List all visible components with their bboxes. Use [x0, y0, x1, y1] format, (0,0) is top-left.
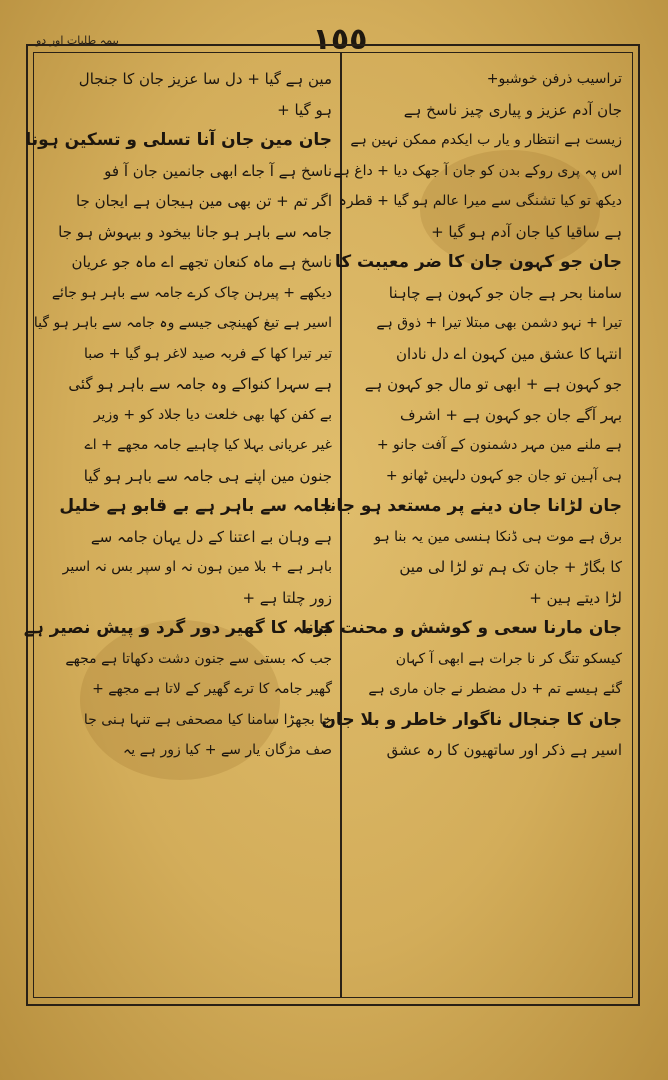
text-line: ہو گیا + — [277, 100, 332, 119]
text-line: باہر ہے + بلا مین ہون نہ او سپر بس نہ اسیر — [62, 559, 332, 575]
text-line: گئے ہیسے تم + دل مضطر نے جان ماری ہے — [368, 681, 622, 697]
text-line: انتہا کا عشق مین کہون اے دل نادان — [396, 344, 622, 363]
text-line: زیست ہے انتظار و یار ب ایکدم ممکن نہین ہے — [350, 132, 622, 148]
text-line: غیر عریانی بہلا کیا چاہیے جامہ مجھے + اے — [84, 437, 332, 453]
text-line: جامہ کا گھیر دور گرد و پیش نصیر ہے — [23, 618, 332, 638]
text-line: ناسخ ہے آ جاے ابھی جانمین جان آ فو — [104, 161, 332, 180]
text-line: تیرا + نہو دشمن بھی مبتلا تیرا + ذوق ہے — [376, 315, 622, 331]
text-line: جان جو کہون جان کا ضر معیبت کا — [334, 252, 622, 272]
text-line: دیکھے + پیرہن چاک کرے جامہ سے باہر ہو جائے — [51, 284, 332, 301]
text-line: ہے ملنے مین مہر دشمنون کے آفت جانو + — [376, 437, 622, 453]
text-line: جا بجھڑا سامنا کیا مصحفی ہے تنہا ہنی جا — [83, 711, 332, 728]
text-line: بہر آگے جان جو کہون ہے + اشرف — [400, 405, 622, 424]
text-line: جان مین جان آنا تسلی و تسکین ہونا — [25, 130, 332, 150]
text-line: جان مارنا سعی و کوشش و محنت کرنا — [301, 618, 622, 638]
text-line: ناسخ ہے ماہ کنعان تجھے اے ماہ جو عریان — [71, 253, 332, 271]
text-line: صف مژگان یار سے + کیا زور ہے یہ — [123, 742, 332, 758]
text-line: ہے سہرا کنواکے وہ جامہ سے باہر ہو گئی — [68, 375, 332, 393]
text-line: لڑا دیتے ہین + — [529, 588, 622, 607]
text-line: جو کہون ہے + ابھی تو مال جو کہون ہے — [364, 375, 622, 393]
text-line: جامہ سے باہر ہے بے قابو ہے خلیل — [59, 496, 332, 516]
text-line: جب کہ بستی سے جنون دشت دکھاتا ہے مجھے — [65, 650, 332, 667]
page-number: ١٥٥ — [312, 22, 368, 57]
text-line: اگر تم + تن بھی مین ہیجان ہے ایجان جا — [75, 192, 332, 210]
text-line: ہے ساقیا کیا جان آدم ہو گیا + — [431, 222, 622, 241]
text-line: سامنا بحر ہے جان جو کہون ہے چاہنا — [388, 283, 622, 302]
text-line: بے کفن کھا بھی خلعت دیا جلاد کو + وزیر — [93, 406, 332, 423]
text-line: مین ہے گیا + دل سا عزیز جان کا جنجال — [78, 70, 332, 88]
text-line: جان کا جنجال ناگوار خاطر و بلا جان — [321, 709, 622, 730]
text-line: اسیر ہے تیغ کھینچی جیسے وہ جامہ سے باہر ہو گیا — [33, 315, 332, 331]
text-line: برق ہے موت ہی ڈنکا ہنسی مین یہ بنا ہو — [374, 528, 622, 545]
text-line: جان آدم عزیز و پیاری چیز ناسخ ہے — [403, 100, 622, 119]
text-line: زور چلتا ہے + — [242, 588, 332, 607]
text-line: تراسیب ذرفن خوشبو+ — [486, 71, 622, 87]
text-line: کا بگاڑ + جان تک ہم تو لڑا لی مین — [399, 558, 622, 576]
text-line: گھیر جامہ کا ترے گھیر کے لاتا ہے مجھے + — [92, 681, 332, 697]
text-line: ہے وہان بے اعتنا کے دل یہان جامہ سے — [90, 527, 332, 546]
left-text-column — [23, 58, 336, 988]
text-line: دیکھ تو کیا تشنگی سے میرا عالم ہو گیا + قطرہ — [338, 193, 622, 209]
running-head: بیمہ طلبات اور دو — [36, 34, 119, 47]
right-text-column — [301, 58, 626, 988]
text-line: تیر تیرا کھا کے فربہ صید لاغر ہو گیا + صبا — [83, 345, 332, 362]
text-line: کیسکو تنگ کر نا جرات ہے ابھی آ کہان — [395, 650, 622, 667]
text-line: اس پہ پری روکے بدن کو جان آ جھک دیا + داغ ہے — [333, 162, 622, 179]
text-line: جان لڑانا جان دینے پر مستعد ہو جانا — [323, 496, 622, 516]
text-line: جنون مین اپنے ہی جامہ سے باہر ہو گیا — [83, 466, 332, 485]
text-line: جامہ سے باہر ہو جانا بیخود و بیہوش ہو جا — [58, 222, 332, 241]
text-line: ہی آہین تو جان جو کہون دلہین ٹھانو + — [385, 467, 622, 484]
text-line: اسیر ہے ذکر اور ساتھیون کا رہ عشق — [386, 741, 622, 759]
